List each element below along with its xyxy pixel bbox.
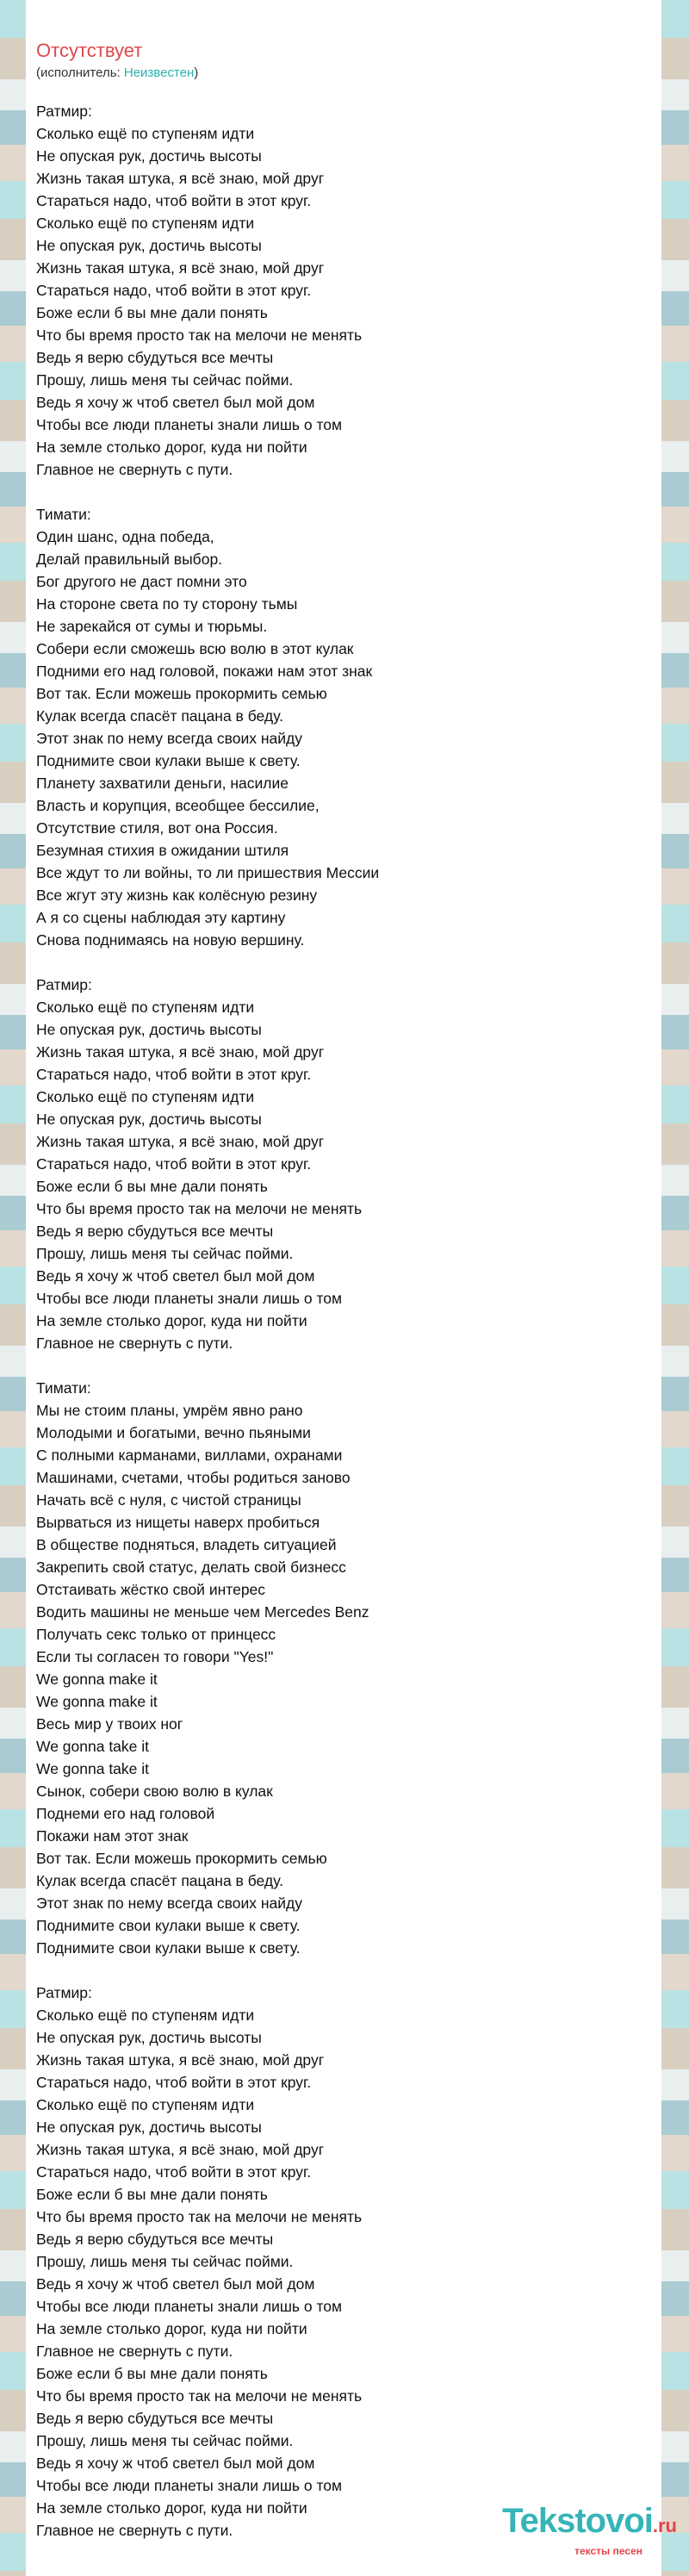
lyric-line: Поднимите свои кулаки выше к свету. <box>36 1939 301 1957</box>
stanza-break <box>36 951 661 974</box>
lyric-line: Ведь я хочу ж чтоб светел был мой дом <box>36 1267 315 1285</box>
lyric-line: Машинами, счетами, чтобы родиться заново <box>36 1469 351 1486</box>
lyric-line: Тимати: <box>36 1379 91 1397</box>
lyric-line: Если ты согласен то говори "Yes!" <box>36 1648 274 1665</box>
lyric-line: Делай правильный выбор. <box>36 551 223 568</box>
lyric-line: Ведь я хочу ж чтоб светел был мой дом <box>36 394 315 411</box>
lyric-line: Отсутствие стиля, вот она Россия. <box>36 819 278 837</box>
lyric-line: Сколько ещё по ступеням идти <box>36 125 255 142</box>
stanza-break <box>36 1354 661 1377</box>
lyric-line: Чтобы все люди планеты знали лишь о том <box>36 1290 343 1307</box>
lyric-line: Мы не стоим планы, умрём явно рано <box>36 1402 303 1419</box>
logo-name: Tekstovoi <box>502 2502 653 2540</box>
lyric-line: Этот знак по нему всегда своих найду <box>36 730 302 747</box>
lyric-line: На земле столько дорог, куда ни пойти <box>36 2499 307 2517</box>
lyric-line: Ведь я верю сбудуться все мечты <box>36 2231 274 2248</box>
lyric-line: Чтобы все люди планеты знали лишь о том <box>36 2477 343 2494</box>
lyric-line: Что бы время просто так на мелочи не менять <box>36 327 363 344</box>
lyric-line: А я со сцены наблюдая эту картину <box>36 909 286 926</box>
lyric-line: Бог другого не даст помни это <box>36 573 247 590</box>
lyric-line: Главное не свернуть с пути. <box>36 1335 233 1352</box>
lyric-line: Боже если б вы мне дали понять <box>36 2186 268 2203</box>
lyrics-text <box>26 100 661 2542</box>
lyric-line: Сколько ещё по ступеням идти <box>36 1088 255 1105</box>
lyric-line: Планету захватили деньги, насилие <box>36 775 289 792</box>
lyric-line: Собери если сможешь всю волю в этот кулак <box>36 640 354 657</box>
lyric-line: Вырваться из нищеты наверх пробиться <box>36 1514 320 1531</box>
lyric-line: Жизнь такая штука, я всё знаю, мой друг <box>36 1043 325 1061</box>
lyric-line: Покажи нам этот знак <box>36 1827 189 1845</box>
lyric-line: В обществе подняться, владеть ситуацией <box>36 1536 337 1553</box>
lyric-line: Водить машины не меньше чем Mercedes Benz <box>36 1603 369 1621</box>
lyric-line: Боже если б вы мне дали понять <box>36 304 268 321</box>
lyric-line: Вот так. Если можешь прокормить семью <box>36 685 327 702</box>
lyric-line: Кулак всегда спасёт пацана в беду. <box>36 707 283 725</box>
site-logo[interactable] <box>502 2502 677 2557</box>
lyric-line: Не зарекайся от сумы и тюрьмы. <box>36 618 268 635</box>
lyric-line: Не опуская рук, достичь высоты <box>36 1021 262 1038</box>
lyric-line: Поднимите свои кулаки выше к свету. <box>36 752 301 769</box>
lyric-line: Жизнь такая штука, я всё знаю, мой друг <box>36 259 325 277</box>
lyric-line: Стараться надо, чтоб войти в этот круг. <box>36 1066 312 1083</box>
lyric-line: Не опуская рук, достичь высоты <box>36 147 262 165</box>
lyric-line: Сынок, собери свою волю в кулак <box>36 1783 273 1800</box>
lyric-line: Этот знак по нему всегда своих найду <box>36 1895 302 1912</box>
lyric-line: На земле столько дорог, куда ни пойти <box>36 439 307 456</box>
lyric-line: Главное не свернуть с пути. <box>36 2343 233 2360</box>
lyric-line: Ведь я верю сбудуться все мечты <box>36 349 274 366</box>
lyric-line: Тимати: <box>36 506 91 523</box>
artist-prefix: (исполнитель: <box>36 65 124 80</box>
lyric-line: Что бы время просто так на мелочи не менять <box>36 2387 363 2405</box>
lyric-line: Снова поднимаясь на новую вершину. <box>36 931 305 949</box>
lyric-line: Закрепить свой статус, делать свой бизнесс <box>36 1559 346 1576</box>
lyric-line: Кулак всегда спасёт пацана в беду. <box>36 1872 283 1889</box>
artist-line <box>36 65 661 81</box>
lyric-line: Что бы время просто так на мелочи не менять <box>36 2208 363 2225</box>
lyric-line: С полными карманами, виллами, охранами <box>36 1447 343 1464</box>
lyric-line: Безумная стихия в ожидании штиля <box>36 842 289 859</box>
lyric-line: Сколько ещё по ступеням идти <box>36 2007 255 2024</box>
lyric-line: На земле столько дорог, куда ни пойти <box>36 2320 307 2337</box>
lyric-line: Ведь я хочу ж чтоб светел был мой дом <box>36 2275 315 2293</box>
lyric-line: Ратмир: <box>36 103 92 120</box>
lyric-line: Чтобы все люди планеты знали лишь о том <box>36 416 343 433</box>
lyric-line: Чтобы все люди планеты знали лишь о том <box>36 2298 343 2315</box>
lyric-line: Весь мир у твоих ног <box>36 1715 183 1733</box>
lyric-line: Прошу, лишь меня ты сейчас пойми. <box>36 371 294 389</box>
artist-suffix: ) <box>194 65 199 80</box>
lyric-line: Все ждут то ли войны, то ли пришествия Мессии <box>36 864 380 881</box>
lyric-line: Власть и корупция, всеобщее бессилие, <box>36 797 320 814</box>
lyric-line: Жизнь такая штука, я всё знаю, мой друг <box>36 2141 325 2158</box>
stanza-break <box>36 1959 661 1982</box>
lyric-line: Подними его над головой, покажи нам этот знак <box>36 663 373 680</box>
lyric-line: We gonna take it <box>36 1760 150 1777</box>
lyric-line: Молодыми и богатыми, вечно пьяными <box>36 1424 311 1441</box>
lyric-line: We gonna make it <box>36 1693 158 1710</box>
lyrics-sheet <box>26 0 661 2576</box>
lyric-line: Ратмир: <box>36 1984 92 2001</box>
lyric-line: Жизнь такая штука, я всё знаю, мой друг <box>36 1133 325 1150</box>
song-header <box>26 0 661 81</box>
stanza-break <box>36 481 661 503</box>
lyric-line: Не опуская рук, достичь высоты <box>36 237 262 254</box>
lyric-line: We gonna make it <box>36 1671 158 1688</box>
lyric-line: Боже если б вы мне дали понять <box>36 2365 268 2382</box>
lyric-line: Не опуская рук, достичь высоты <box>36 1111 262 1128</box>
lyric-line: Поднеми его над головой <box>36 1805 215 1822</box>
lyric-line: Жизнь такая штука, я всё знаю, мой друг <box>36 170 325 187</box>
lyric-line: We gonna take it <box>36 1738 150 1755</box>
lyric-line: Не опуская рук, достичь высоты <box>36 2119 262 2136</box>
lyric-line: Сколько ещё по ступеням идти <box>36 215 255 232</box>
lyric-line: Ратмир: <box>36 976 92 993</box>
lyric-line: На стороне света по ту сторону тьмы <box>36 595 298 613</box>
lyric-line: Главное не свернуть с пути. <box>36 2522 233 2539</box>
song-title: Отсутствует <box>36 40 143 61</box>
lyric-line: Поднимите свои кулаки выше к свету. <box>36 1917 301 1934</box>
lyric-line: Стараться надо, чтоб войти в этот круг. <box>36 2163 312 2181</box>
lyric-line: Получать секс только от принцесс <box>36 1626 276 1643</box>
lyric-line: Ведь я верю сбудуться все мечты <box>36 2410 274 2427</box>
lyric-line: Что бы время просто так на мелочи не менять <box>36 1200 363 1217</box>
lyric-line: Ведь я верю сбудуться все мечты <box>36 1223 274 1240</box>
lyric-line: Отстаивать жёстко свой интерес <box>36 1581 266 1598</box>
lyric-line: Боже если б вы мне дали понять <box>36 1178 268 1195</box>
lyric-line: Прошу, лишь меня ты сейчас пойми. <box>36 2432 294 2449</box>
lyric-line: Начать всё с нуля, с чистой страницы <box>36 1491 301 1509</box>
lyric-line: Главное не свернуть с пути. <box>36 461 233 478</box>
lyric-line: Стараться надо, чтоб войти в этот круг. <box>36 282 312 299</box>
lyric-line: Вот так. Если можешь прокормить семью <box>36 1850 327 1867</box>
artist-link[interactable]: Неизвестен <box>123 65 195 80</box>
lyric-line: Стараться надо, чтоб войти в этот круг. <box>36 1155 312 1173</box>
lyric-line: Ведь я хочу ж чтоб светел был мой дом <box>36 2455 315 2472</box>
lyric-line: Жизнь такая штука, я всё знаю, мой друг <box>36 2051 325 2069</box>
lyric-line: Прошу, лишь меня ты сейчас пойми. <box>36 2253 294 2270</box>
lyric-line: На земле столько дорог, куда ни пойти <box>36 1312 307 1329</box>
lyric-line: Стараться надо, чтоб войти в этот круг. <box>36 192 312 209</box>
lyric-line: Не опуская рук, достичь высоты <box>36 2029 262 2046</box>
logo-wordmark <box>502 2502 677 2545</box>
lyric-line: Один шанс, одна победа, <box>36 528 214 545</box>
logo-tagline: тексты песен <box>574 2545 642 2557</box>
lyric-line: Все жгут эту жизнь как колёсную резину <box>36 887 318 904</box>
lyric-line: Сколько ещё по ступеням идти <box>36 999 255 1016</box>
lyric-line: Стараться надо, чтоб войти в этот круг. <box>36 2074 312 2091</box>
lyric-line: Прошу, лишь меня ты сейчас пойми. <box>36 1245 294 1262</box>
logo-tld: .ru <box>652 2515 677 2536</box>
lyric-line: Сколько ещё по ступеням идти <box>36 2096 255 2113</box>
